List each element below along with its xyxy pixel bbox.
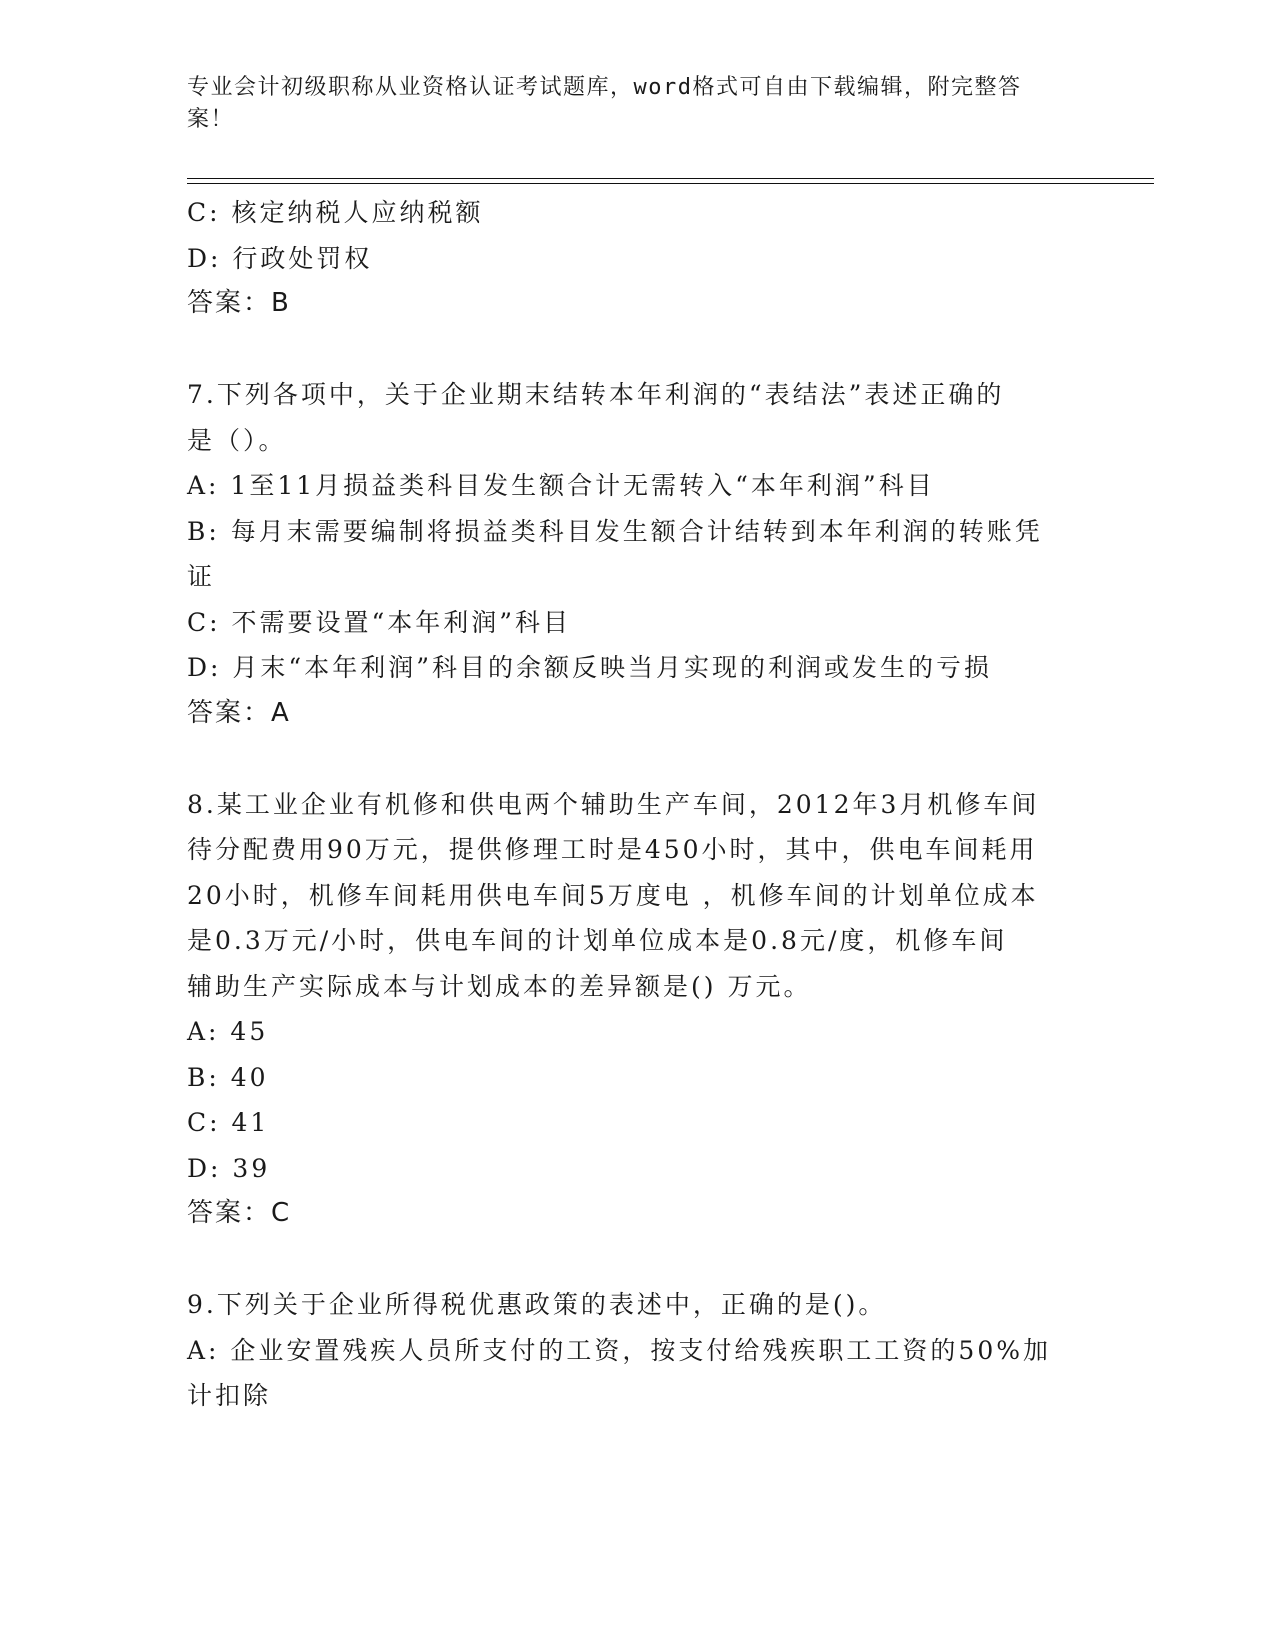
q8-stem-line-2: 待分配费用90万元，提供修理工时是450小时，其中，供电车间耗用 [187, 835, 1038, 864]
q6-answer: 答案：B [187, 288, 291, 318]
q8-stem-line-3: 20小时，机修车间耗用供电车间5万度电 ，机修车间的计划单位成本 [187, 880, 1039, 910]
q9-option-a-line-1: A: 企业安置残疾人员所支付的工资，按支付给残疾职工工资的50%加 [187, 1335, 1051, 1365]
q7-option-d: D: 月末“本年利润”科目的余额反映当月实现的利润或发生的亏损 [187, 653, 992, 682]
header-rule-bottom [187, 183, 1154, 184]
q7-stem-line-2: 是（）。 [187, 425, 287, 455]
q6-option-d: D: 行政处罚权 [187, 243, 373, 273]
question-content [187, 190, 1077, 1419]
q9-option-a-line-2: 计扣除 [187, 1381, 272, 1410]
q7-option-c: C: 不需要设置“本年利润”科目 [187, 607, 572, 637]
question-8 [187, 782, 1077, 1237]
header-line-2: 案！ [187, 107, 235, 132]
q7-answer: 答案：A [187, 697, 291, 728]
q8-option-d: D: 39 [187, 1153, 271, 1183]
q8-option-b: B: 40 [187, 1062, 269, 1092]
header-rule-top [187, 178, 1154, 179]
q8-answer: 答案：C [187, 1198, 292, 1228]
page-header [187, 72, 1067, 136]
q8-option-c: C: 41 [187, 1108, 270, 1137]
header-line-1: 专业会计初级职称从业资格认证考试题库，word格式可自由下载编辑，附完整答 [187, 75, 1022, 100]
spacer [187, 327, 1077, 373]
q7-option-b-line-2: 证 [187, 562, 216, 591]
question-9 [187, 1282, 1077, 1419]
q7-option-b-line-1: B: 每月末需要编制将损益类科目发生额合计结转到本年利润的转账凭 [187, 516, 1043, 546]
q9-stem-line-1: 9.下列关于企业所得税优惠政策的表述中，正确的是()。 [187, 1290, 887, 1319]
q8-stem-line-4: 是0.3万元/小时，供电车间的计划单位成本是0.8元/度，机修车间 [187, 926, 1008, 955]
q7-stem-line-1: 7.下列各项中，关于企业期末结转本年利润的“表结法”表述正确的 [187, 380, 1005, 409]
question-7 [187, 372, 1077, 736]
spacer [187, 1237, 1077, 1283]
q8-stem-line-5: 辅助生产实际成本与计划成本的差异额是() 万元。 [187, 971, 812, 1001]
q6-option-c: C: 核定纳税人应纳税额 [187, 198, 484, 227]
q8-stem-line-1: 8.某工业企业有机修和供电两个辅助生产车间，2012年3月机修车间 [187, 789, 1040, 819]
question-6-tail [187, 190, 1077, 327]
spacer [187, 736, 1077, 782]
q8-option-a: A: 45 [187, 1017, 269, 1046]
q7-option-a: A: 1至11月损益类科目发生额合计无需转入“本年利润”科目 [187, 471, 935, 500]
